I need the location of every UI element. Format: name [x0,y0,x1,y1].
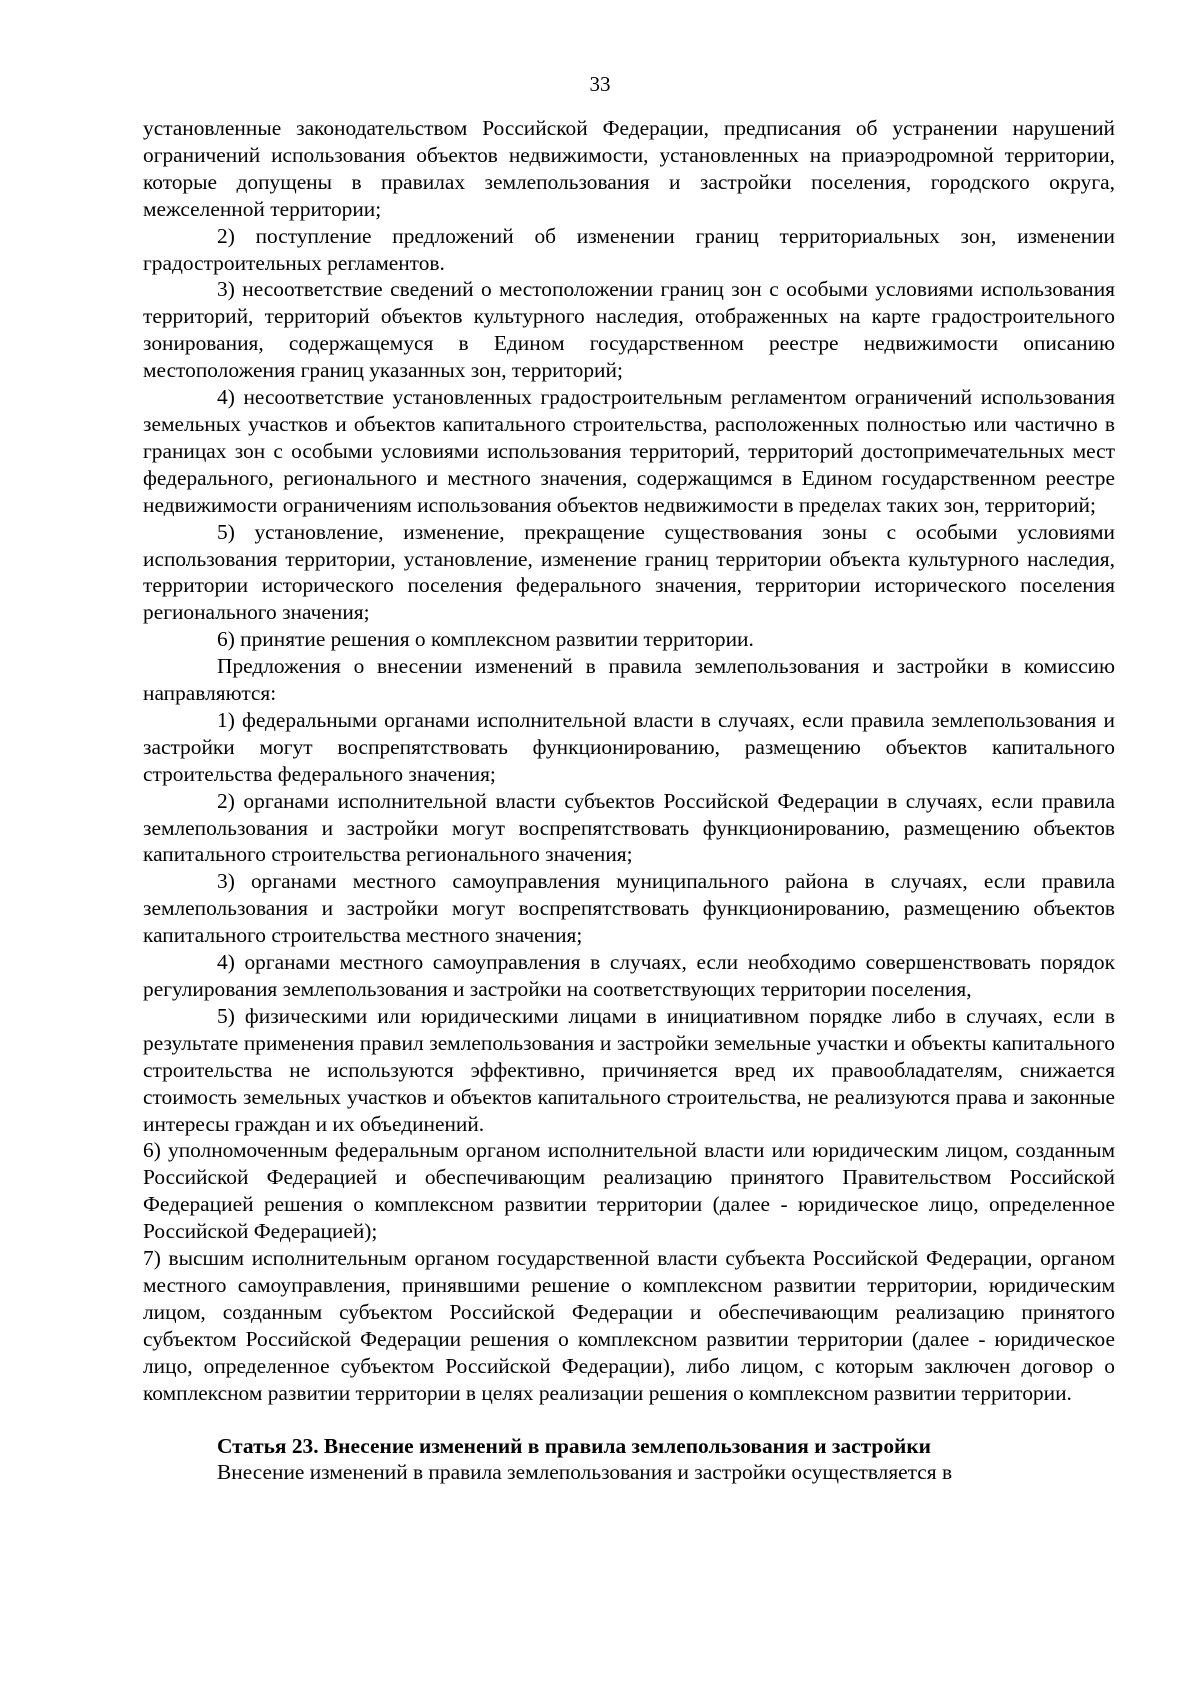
paragraph-proposal-6: 6) уполномоченным федеральным органом исполнительной власти или юридическим лицом, созданным Российской Федерацией и обеспечивающим реализацию принятого Правительством Российской Федерацией решения о комплексном развитии территории (далее - юридическое лицо, определенное Российской Федерацией); [143,1138,1115,1244]
paragraph-proposal-3: 3) органами местного самоуправления муниципального района в случаях, если правила землепользования и застройки могут воспрепятствовать функционированию, размещению объектов капитального строительства местного значения; [143,869,1115,948]
paragraph-item-3: 3) несоответствие сведений о местоположении границ зон с особыми условиями использования территорий, территорий объектов культурного наследия, отображенных на карте градостроительного зонирования, содержащемуся в Едином государственном реестре недвижимости описанию местоположения границ указанных зон, территорий; [143,277,1115,383]
paragraph-continuation: установленные законодательством Российской Федерации, предписания об устранении нарушений ограничений использования объектов недвижимости, установленных на приаэродромной территории, которые допущены в правилах землепользования и застройки поселения, городского округа, межселенной территории; [143,116,1115,221]
section-spacer [143,1407,1115,1433]
article-first-line: Внесение изменений в правила землепользования и застройки осуществляется в [217,1460,953,1485]
paragraph-proposal-2: 2) органами исполнительной власти субъектов Российской Федерации в случаях, если правила землепользования и застройки могут воспрепятствовать функционированию, размещению объектов капитального строительства регионального значения; [143,788,1115,867]
paragraph-proposal-5: 5) физическими или юридическими лицами в инициативном порядке либо в случаях, если в результате применения правил землепользования и застройки земельные участки и объекты капитального строительства не используются эффективно, причиняется вред их правообладателям, снижается стоимость земельных участков и объектов капитального строительства, не реализуются права и законные интересы граждан и их объединений. [143,1003,1115,1136]
paragraph-proposal-4: 4) органами местного самоуправления в случаях, если необходимо совершенствовать порядок регулирования землепользования и застройки на соответствующих территории поселения, [143,950,1115,1001]
page-number: 33 [589,72,611,96]
paragraph-proposals-intro: Предложения о внесении изменений в правила землепользования и застройки в комиссию направляются: [143,654,1115,706]
article-heading: Статья 23. Внесение изменений в правила землепользования и застройки [217,1433,931,1458]
paragraph-item-4: 4) несоответствие установленных градостроительным регламентом ограничений использования земельных участков и объектов капитального строительства, расположенных полностью или частично в границах зон с особыми условиями использования территорий, территорий достопримечательных мест федерального, регионального и местного значения, содержащимся в Едином государственном реестре недвижимости ограничениям использования объектов недвижимости в пределах таких зон, территорий; [143,385,1115,517]
document-body [143,115,1115,1486]
paragraph-item-6: 6) принятие решения о комплексном развитии территории. [217,627,754,652]
paragraph-item-2: 2) поступление предложений об изменении границ территориальных зон, изменении градостроительных регламентов. [143,223,1115,275]
paragraph-proposal-7: 7) высшим исполнительным органом государственной власти субъекта Российской Федерации, органом местного самоуправления, принявшими решение о комплексном развитии территории, юридическим лицом, созданным субъектом Российской Федерации и обеспечивающим реализацию принятого субъектом Российской Федерации решения о комплексном развитии территории (далее - юридическое лицо, определенное субъектом Российской Федерации), либо лицом, с которым заключен договор о комплексном развитии территории в целях реализации решения о комплексном развитии территории. [143,1246,1115,1405]
paragraph-proposal-1: 1) федеральными органами исполнительной власти в случаях, если правила землепользования и застройки могут воспрепятствовать функционированию, размещению объектов капитального строительства федерального значения; [143,707,1115,786]
paragraph-item-5: 5) установление, изменение, прекращение существования зоны с особыми условиями использования территории, установление, изменение границ территории объекта культурного наследия, территории исторического поселения федерального значения, территории исторического поселения регионального значения; [143,519,1115,625]
